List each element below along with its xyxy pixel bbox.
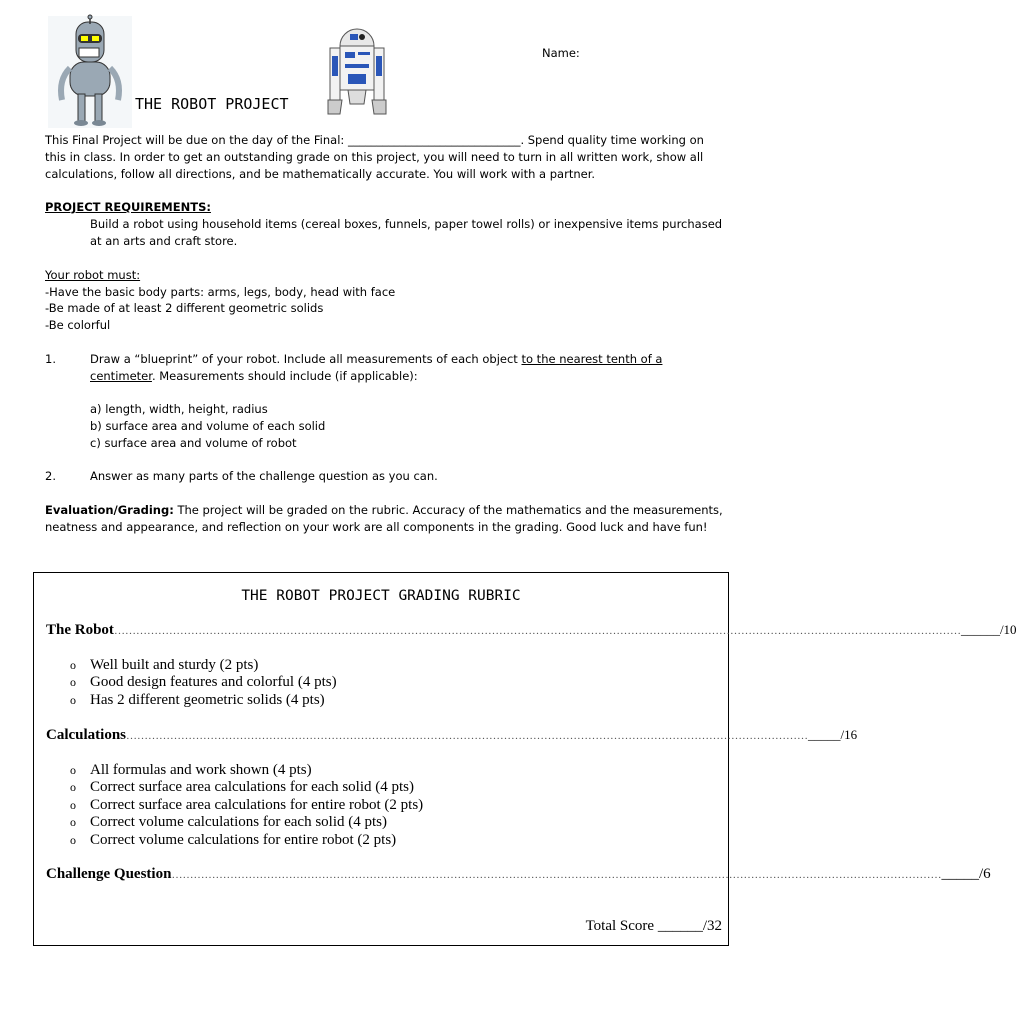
calculations-score[interactable]: _____/16: [808, 727, 858, 742]
sub-item: c) surface area and volume of robot: [90, 436, 297, 450]
sub-item: b) surface area and volume of each solid: [90, 419, 326, 433]
list-item: o Correct volume calculations for each solid (4 pts): [70, 814, 387, 831]
step-text: Answer as many parts of the challenge question as you can.: [90, 469, 438, 483]
sub-item: a) length, width, height, radius: [90, 402, 268, 416]
list-item: o Correct volume calculations for entire robot (2 pts): [70, 831, 397, 848]
intro-before: This Final Project will be due on the day of the Final:: [45, 133, 348, 147]
intro-after: . Spend quality time working on this in class. In order to get an outstanding grade on this project, you will need to turn in all written work, show all calculations, follow all directions, and be mathematically accurate. You will work with a partner.: [45, 133, 704, 181]
evaluation-paragraph: [45, 502, 725, 536]
name-label: Name:: [542, 46, 580, 60]
must-item: -Have the basic body parts: arms, legs, body, head with face: [45, 285, 396, 299]
list-item: o All formulas and work shown (4 pts): [70, 762, 312, 778]
list-item: o Correct surface area calculations for each solid (4 pts): [70, 779, 415, 796]
challenge-label: Challenge Question: [46, 866, 172, 882]
calculations-label: Calculations: [46, 727, 127, 743]
rubric-title: THE ROBOT PROJECT GRADING RUBRIC: [241, 588, 521, 604]
precision-underline: to the nearest tenth of a centimeter: [90, 352, 663, 383]
must-item: -Be colorful: [45, 318, 111, 332]
calculations-score-line: [46, 727, 857, 744]
list-item: o Good design features and colorful (4 pts): [70, 674, 337, 691]
requirements-heading: PROJECT REQUIREMENTS:: [45, 200, 211, 214]
due-date-blank[interactable]: ______________________________: [347, 133, 521, 147]
step-text: Draw a “blueprint” of your robot. Include all measurements of each object to the nearest tenth of a centimeter. Measurements should include (if applicable):: [90, 352, 663, 383]
bender-robot-image: [48, 16, 132, 128]
step-number: 2.: [45, 469, 56, 483]
step-number: 1.: [45, 352, 56, 366]
robot-score[interactable]: ______/10: [960, 622, 1017, 637]
dot-leader: ……………………………………………………………………………………………………………………………………………………………………: [126, 730, 809, 742]
dot-leader: ……………………………………………………………………………………………………………………………………………………………………………………………………………: [113, 625, 961, 637]
robot-criteria-list: [70, 657, 337, 709]
page-title: THE ROBOT PROJECT: [135, 95, 289, 113]
grading-rubric-box: [33, 572, 1017, 946]
dot-leader: …………………………………………………………………………………………………………………………………………………………………………………………: [171, 869, 942, 881]
evaluation-label: Evaluation/Grading:: [45, 503, 174, 517]
list-item: o Correct surface area calculations for entire robot (2 pts): [70, 796, 424, 813]
evaluation-text: The project will be graded on the rubric. Accuracy of the mathematics and the measurements, neatness and appearance, and reflection on your work are all components in the grading. Good luck and have fun!: [45, 503, 723, 534]
calculations-criteria-list: [70, 762, 423, 849]
challenge-score-line: [46, 866, 991, 883]
must-heading: Your robot must:: [45, 268, 141, 282]
challenge-score[interactable]: _____/6: [941, 866, 991, 882]
must-item: -Be made of at least 2 different geometric solids: [45, 301, 324, 315]
r2d2-robot-image: [328, 24, 386, 116]
list-item: o Well built and sturdy (2 pts): [70, 657, 259, 673]
robot-score-line: [46, 622, 1017, 639]
requirements-text: Build a robot using household items (cereal boxes, funnels, paper towel rolls) or inexpensive items purchased at an arts and craft store.: [90, 217, 723, 248]
intro-paragraph: [45, 132, 725, 182]
robot-label: The Robot: [46, 622, 114, 638]
list-item: o Has 2 different geometric solids (4 pts): [70, 691, 325, 708]
total-score[interactable]: Total Score ______/32: [585, 918, 722, 934]
